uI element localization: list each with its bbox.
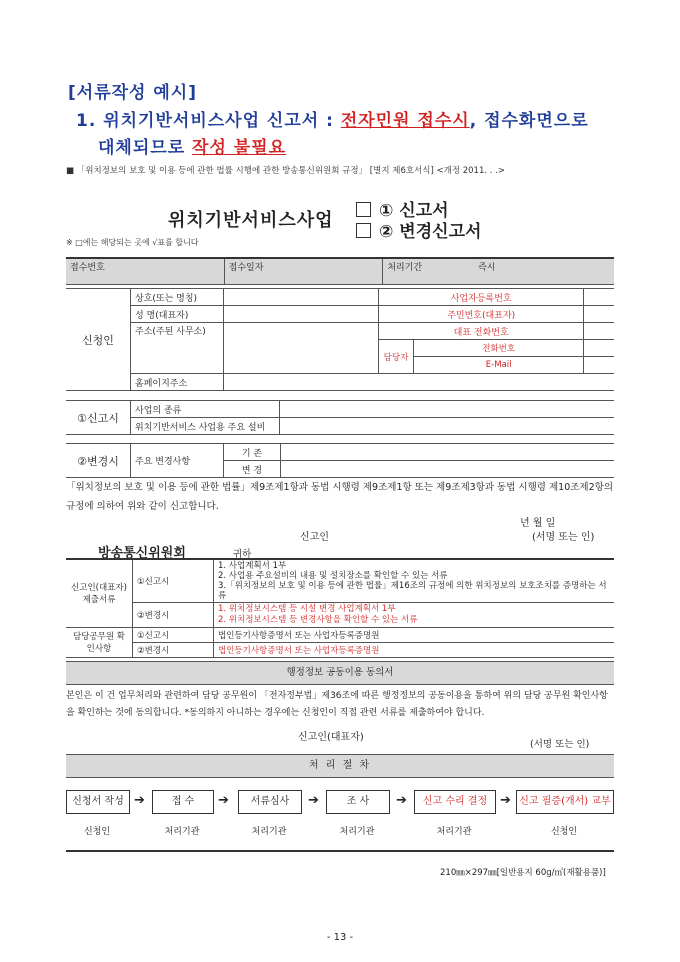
doc-item: 1. 위치정보시스템 등 시설 변경 사업계획서 1부 — [218, 604, 396, 614]
company-value[interactable] — [224, 289, 379, 306]
email-label: E-Mail — [414, 357, 584, 374]
docs-report-items — [214, 559, 615, 603]
docs-officer-change-label: ②변경시 — [133, 643, 214, 658]
contact-label: 담당자 — [379, 340, 414, 374]
address-value[interactable] — [224, 323, 379, 374]
process-actor: 처리기관 — [251, 827, 287, 837]
process-step: 서류심사 — [238, 790, 302, 814]
process-step: 신고 수리 결정 — [414, 790, 496, 814]
checkbox-icon[interactable] — [356, 223, 371, 238]
change-after-value[interactable] — [281, 461, 615, 478]
heading-mid: , 접수화면으로 — [469, 111, 589, 131]
law-note: ■ 「위치정보의 보호 및 이용 등에 관한 법률 시행에 관한 방송통신위원회 규정」 [별지 제6호서식] <개정 2011. . .> — [66, 166, 506, 176]
heading-prefix: 1. 위치기반서비스사업 신고서 : — [76, 111, 341, 131]
arrow-right-icon: ➔ — [396, 793, 407, 808]
recipient-name: 방송통신위원회 — [98, 546, 186, 561]
docs-table — [66, 558, 614, 658]
change-table — [66, 443, 614, 478]
change-label: ②변경시 — [66, 444, 131, 478]
declaration: 「위치정보의 보호 및 이용 등에 관한 법률」제9조제1항과 동법 시행령 제9조제1항 또는 제9조제3항과 동법 시행령 제10조제2항의 규정에 의하여 위와 같이 신고합니다. — [66, 482, 613, 512]
recipient-suffix: 귀하 — [233, 549, 252, 560]
receipt-no: 접수번호 — [66, 258, 224, 284]
option-report-label: ① 신고서 — [379, 201, 449, 221]
homepage-label: 홈페이지주소 — [131, 374, 224, 391]
process-actor: 처리기관 — [339, 827, 375, 837]
check-note: ※ □에는 해당되는 곳에 √표를 합니다 — [66, 238, 199, 247]
change-before-label: 기 존 — [224, 444, 281, 461]
paper-spec: 210㎜×297㎜[일반용지 60g/㎡(재활용품)] — [440, 868, 606, 878]
contact-tel-label: 전화번호 — [414, 340, 584, 357]
option-change-label: ② 변경신고서 — [379, 222, 482, 242]
arrow-right-icon: ➔ — [134, 793, 145, 808]
process-actor: 처리기관 — [436, 827, 472, 837]
arrow-right-icon: ➔ — [500, 793, 511, 808]
rep-label: 성 명(대표자) — [131, 306, 224, 323]
docs-change-items — [214, 603, 615, 628]
process-actor: 신청인 — [550, 827, 578, 837]
consent-text: 본인은 이 건 업무처리와 관련하여 담당 공무원이 「전자정부법」제36조에 따른 행정정보의 공동이용을 통하여 위의 담당 공무원 확인사항을 확인하는 것에 동의합니다. *동의하지 아니하는 경우에는 신청인이 직접 관련 서류를 제출하여야 합니다. — [66, 691, 608, 718]
applicant-table — [66, 288, 614, 391]
applicant-label: 신청인 — [66, 289, 131, 391]
docs-officer-label: 담당공무원 확인사항 — [66, 628, 133, 658]
doc-item: 1. 사업계획서 1부 — [218, 561, 287, 571]
biz-type-value[interactable] — [280, 401, 615, 418]
checkbox-icon[interactable] — [356, 202, 371, 217]
process-step: 조 사 — [326, 790, 390, 814]
change-item-label: 주요 변경사항 — [131, 444, 224, 478]
homepage-value[interactable] — [224, 374, 615, 391]
company-label: 상호(또는 명칭) — [131, 289, 224, 306]
docs-officer-report-item: 법인등기사항증명서 또는 사업자등록증명원 — [214, 628, 615, 643]
option-change[interactable] — [356, 217, 481, 242]
heading-red-2: 작성 불필요 — [192, 138, 287, 158]
reporter-label: 신고인 — [300, 532, 329, 543]
form-title: 위치기반서비스사업 — [168, 210, 334, 231]
biz-type-label: 사업의 종류 — [131, 401, 280, 418]
change-before-value[interactable] — [281, 444, 615, 461]
arrow-right-icon: ➔ — [308, 793, 319, 808]
docs-change-label: ②변경시 — [133, 603, 214, 628]
bottom-divider — [66, 850, 614, 852]
consent-signer: 신고인(대표자) — [298, 732, 364, 743]
tel-label: 대표 전화번호 — [379, 323, 584, 340]
process-step: 신고 필증(개서) 교부 — [516, 790, 614, 814]
process-actor: 처리기관 — [164, 827, 200, 837]
example-title: [서류작성 예시] — [68, 83, 197, 103]
docs-report-label: ①신고시 — [133, 559, 214, 603]
facility-label: 위치기반서비스 사업용 주요 설비 — [131, 418, 280, 435]
process-step: 접 수 — [152, 790, 214, 814]
rrn-value[interactable] — [584, 306, 614, 323]
rep-value[interactable] — [224, 306, 379, 323]
consent-sign-label: (서명 또는 인) — [530, 739, 590, 750]
docs-submitter-label: 신고인(대표자) 제출서류 — [66, 559, 133, 628]
address-label: 주소(주된 사무소) — [131, 323, 224, 374]
report-label: ①신고시 — [66, 401, 131, 435]
change-after-label: 변 경 — [224, 461, 281, 478]
tel-value[interactable] — [584, 323, 614, 340]
receipt-table — [66, 257, 614, 285]
process-actor: 신청인 — [83, 827, 111, 837]
arrow-right-icon: ➔ — [218, 793, 229, 808]
docs-officer-change-item: 법인등기사항증명서 또는 사업자등록증명원 — [214, 643, 615, 658]
sign-label: (서명 또는 인) — [532, 532, 595, 543]
heading-red-1: 전자민원 접수시 — [340, 111, 470, 131]
receipt-period: 처리기간 즉시 — [383, 258, 614, 284]
receipt-date: 접수일자 — [224, 258, 383, 284]
heading-line2-prefix: 대체되므로 — [98, 138, 193, 158]
docs-officer-report-label: ①신고시 — [133, 628, 214, 643]
email-value[interactable] — [584, 357, 614, 374]
process-step: 신청서 작성 — [66, 790, 130, 814]
page-number: - 13 - — [326, 932, 354, 943]
doc-item: 3.「위치정보의 보호 및 이용 등에 관한 법률」제16조의 규정에 의한 위치정보의 보호조치를 증명하는 서류 — [218, 581, 607, 601]
section-heading — [76, 108, 589, 162]
bizno-value[interactable] — [584, 289, 614, 306]
facility-value[interactable] — [280, 418, 615, 435]
report-table — [66, 400, 614, 435]
rrn-label: 주민번호(대표자) — [379, 306, 584, 323]
doc-item: 2. 사업용 주요설비의 내용 및 설치장소를 확인할 수 있는 서류 — [218, 571, 448, 581]
doc-item: 2. 위치정보시스템 등 변경사항을 확인할 수 있는 서류 — [218, 615, 418, 625]
process-title: 처 리 절 차 — [66, 754, 614, 778]
bizno-label: 사업자등록번호 — [379, 289, 584, 306]
date-line: 년 월 일 — [520, 518, 556, 529]
consent-title: 행정정보 공동이용 동의서 — [66, 661, 614, 685]
contact-tel-value[interactable] — [584, 340, 614, 357]
